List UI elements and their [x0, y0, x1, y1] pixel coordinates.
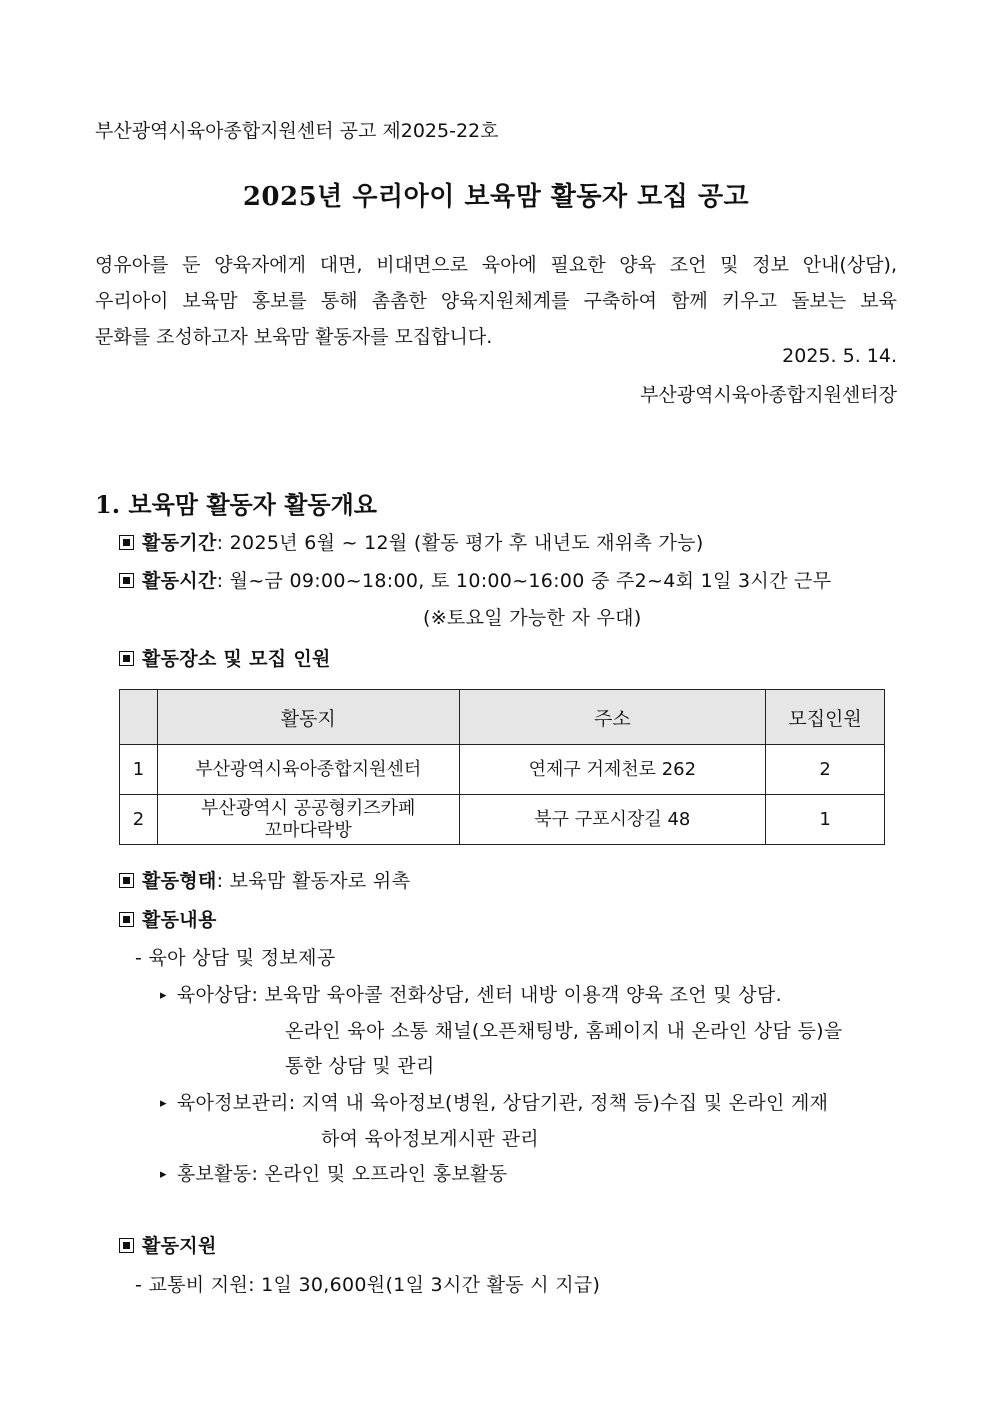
period-value: : 2025년 6월 ~ 12월 (활동 평가 후 내년도 재위촉 가능)	[216, 532, 704, 554]
notice-date: 2025. 5. 14.	[782, 345, 897, 367]
row-place: 부산광역시육아종합지원센터	[157, 745, 459, 795]
place-row	[119, 644, 331, 671]
row-address: 북구 구포시장길 48	[459, 795, 766, 845]
support-value: - 교통비 지원: 1일 30,600원(1일 3시간 활동 시 지급)	[135, 1274, 601, 1296]
info-line: 하여 육아정보게시판 관리	[321, 1128, 539, 1150]
hours-label: 활동시간	[142, 570, 217, 592]
table-header-cell: 주소	[459, 690, 766, 745]
checkbox-square-icon	[119, 535, 134, 550]
checkbox-square-icon	[119, 573, 134, 588]
row-number: 1	[120, 745, 158, 795]
type-row	[119, 866, 410, 893]
row-place	[157, 795, 459, 845]
info-line: 육아정보관리: 지역 내 육아정보(병원, 상담기관, 정책 등)수집 및 온라인 게재	[176, 1092, 829, 1114]
promo-line: 홍보활동: 온라인 및 오프라인 홍보활동	[176, 1163, 508, 1185]
info-item	[160, 1088, 828, 1115]
intro-line: 문화를 조성하고자 보육맘 활동자를 모집합니다.	[95, 326, 493, 348]
row-number: 2	[120, 795, 158, 845]
promo-item	[160, 1159, 507, 1186]
triangle-bullet-icon: ▸	[160, 988, 167, 1003]
period-row	[119, 528, 704, 555]
intro-paragraph	[95, 247, 897, 355]
table-header-cell: 모집인원	[766, 690, 885, 745]
table-row	[120, 745, 885, 795]
hours-note: (※토요일 가능한 자 우대)	[423, 607, 642, 629]
row-count: 2	[766, 745, 885, 795]
intro-line: 우리아이 보육맘 홍보를 통해 촘촘한 양육지원체계를 구축하여 함께 키우고 돌보는 보육	[95, 290, 897, 312]
checkbox-square-icon	[119, 912, 134, 927]
content-row	[119, 905, 217, 932]
row-count: 1	[766, 795, 885, 845]
issuer: 부산광역시육아종합지원센터장	[640, 384, 897, 406]
counsel-item	[160, 980, 782, 1007]
table-header-cell: 활동지	[157, 690, 459, 745]
row-place-line: 꼬마다락방	[264, 819, 352, 841]
table-header-row	[120, 690, 885, 745]
place-label: 활동장소 및 모집 인원	[142, 648, 331, 670]
row-address: 연제구 거제천로 262	[459, 745, 766, 795]
checkbox-square-icon	[119, 651, 134, 666]
support-label: 활동지원	[142, 1235, 217, 1257]
table-row	[120, 795, 885, 845]
counsel-line: 육아상담: 보육맘 육아콜 전화상담, 센터 내방 이용객 양육 조언 및 상담.	[176, 984, 782, 1006]
content-sub: - 육아 상담 및 정보제공	[135, 947, 336, 969]
section-heading: 1. 보육맘 활동자 활동개요	[95, 490, 377, 519]
support-row	[119, 1231, 217, 1258]
counsel-line: 통한 상담 및 관리	[285, 1055, 435, 1077]
intro-line: 영유아를 둔 양육자에게 대면, 비대면으로 육아에 필요한 양육 조언 및 정보 안내(상담),	[95, 254, 897, 276]
table-header-cell	[120, 690, 158, 745]
type-value: : 보육맘 활동자로 위촉	[216, 870, 411, 892]
counsel-line: 온라인 육아 소통 채널(오픈채팅방, 홈페이지 내 온라인 상담 등)을	[285, 1020, 843, 1042]
triangle-bullet-icon: ▸	[160, 1096, 167, 1111]
hours-value: : 월~금 09:00~18:00, 토 10:00~16:00 중 주2~4회 1일 3시간 근무	[216, 570, 832, 592]
hours-row	[119, 566, 831, 593]
triangle-bullet-icon: ▸	[160, 1167, 167, 1182]
recruitment-table	[119, 689, 885, 845]
period-label: 활동기간	[142, 532, 217, 554]
checkbox-square-icon	[119, 873, 134, 888]
row-place-line: 부산광역시 공공형키즈카페	[201, 797, 416, 819]
notice-number: 부산광역시육아종합지원센터 공고 제2025-22호	[95, 120, 499, 142]
checkbox-square-icon	[119, 1238, 134, 1253]
page-title: 2025년 우리아이 보육맘 활동자 모집 공고	[242, 182, 750, 212]
type-label: 활동형태	[142, 870, 217, 892]
content-label: 활동내용	[142, 909, 217, 931]
